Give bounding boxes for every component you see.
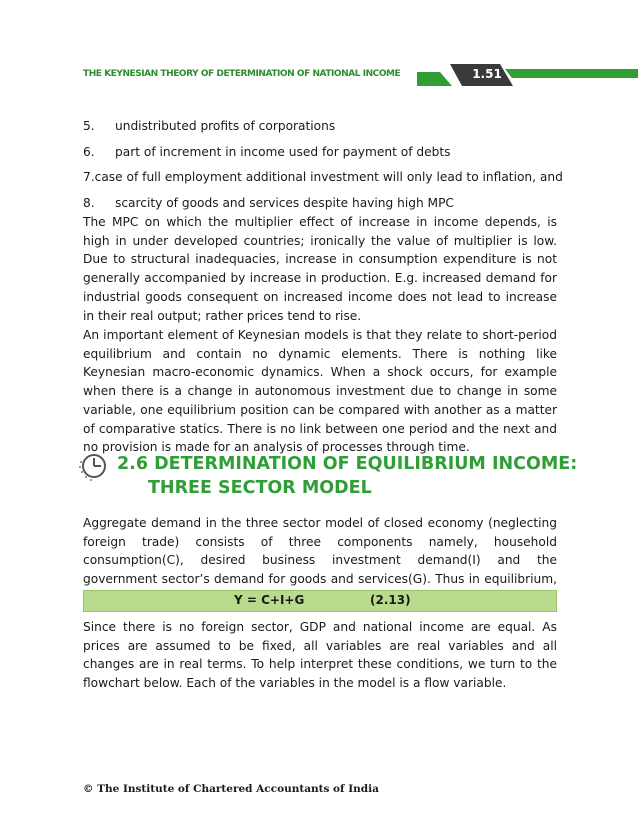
page-number: 1.51 [472,67,502,81]
list-item-text: scarcity of goods and services despite having high MPC [115,195,454,210]
section-heading-line2: THREE SECTOR MODEL [148,478,372,498]
list-item [83,142,557,168]
list-item-text: part of increment in income used for payment of debts [115,144,451,159]
equation-expression: Y = C+I+G [234,593,305,607]
list-item-number: 6. [83,144,95,159]
list-item [83,167,563,193]
list-item-number: 8. [83,195,95,210]
equation-box [83,590,557,612]
list-item-number: 5. [83,119,95,133]
paragraph-no-foreign-sector: Since there is no foreign sector, GDP and national income are equal. As prices are assumed to be fixed, all variables are real variables and all changes are in real terms. To help interpret these conditions, we turn to the flowchart below. Each of the variables in the model is a flow variable. [83,620,557,691]
page-header [0,64,638,86]
list-item [83,116,557,142]
header-green-wedge [417,72,452,86]
numbered-list [83,116,563,218]
paragraph-keynesian-models: An important element of Keynesian models is that they relate to short-period equilibrium and contain no dynamic elements. There is nothing like Keynesian macro-economic dynamics. When a shock occurs, for example when there is a change in autonomous investment due to change in some variable, one equilibrium position can be compared with another as a matter of comparative statics. There is no link between one period and the next and no provision is made for an analysis of processes through time. [83,328,557,455]
clock-icon [77,450,111,482]
list-item-text: undistributed profits of corporations [115,119,336,133]
paragraph-aggregate-demand: Aggregate demand in the three sector model of closed economy (neglecting foreign trade) consists of three components namely, household consumption(C), desired business investment demand(I) and the government sector’s demand for goods and services(G). Thus in equilibrium, [83,516,557,587]
header-green-stripe [505,69,638,78]
equation-number: (2.13) [370,593,411,607]
section-heading [117,452,577,500]
header-title: THE KEYNESIAN THEORY OF DETERMINATION OF NATIONAL INCOME [83,69,401,79]
list-item-text: case of full employment additional investment will only lead to inflation, and [94,170,563,184]
paragraph-mpc-multiplier: The MPC on which the multiplier effect of increase in income depends, is high in under developed countries; ironically the value of multiplier is low. Due to structural inadequacies, increase in consumption expenditure is not generally accompanied by increase in production. E.g. increased demand for industrial goods consequent on increased income does not lead to increase in their real output; rather prices tend to rise. [83,215,557,323]
list-item-number: 7. [83,170,95,184]
footer-copyright: © The Institute of Chartered Accountants of India [83,783,379,795]
section-heading-line1: 2.6 DETERMINATION OF EQUILIBRIUM INCOME: [117,454,578,474]
